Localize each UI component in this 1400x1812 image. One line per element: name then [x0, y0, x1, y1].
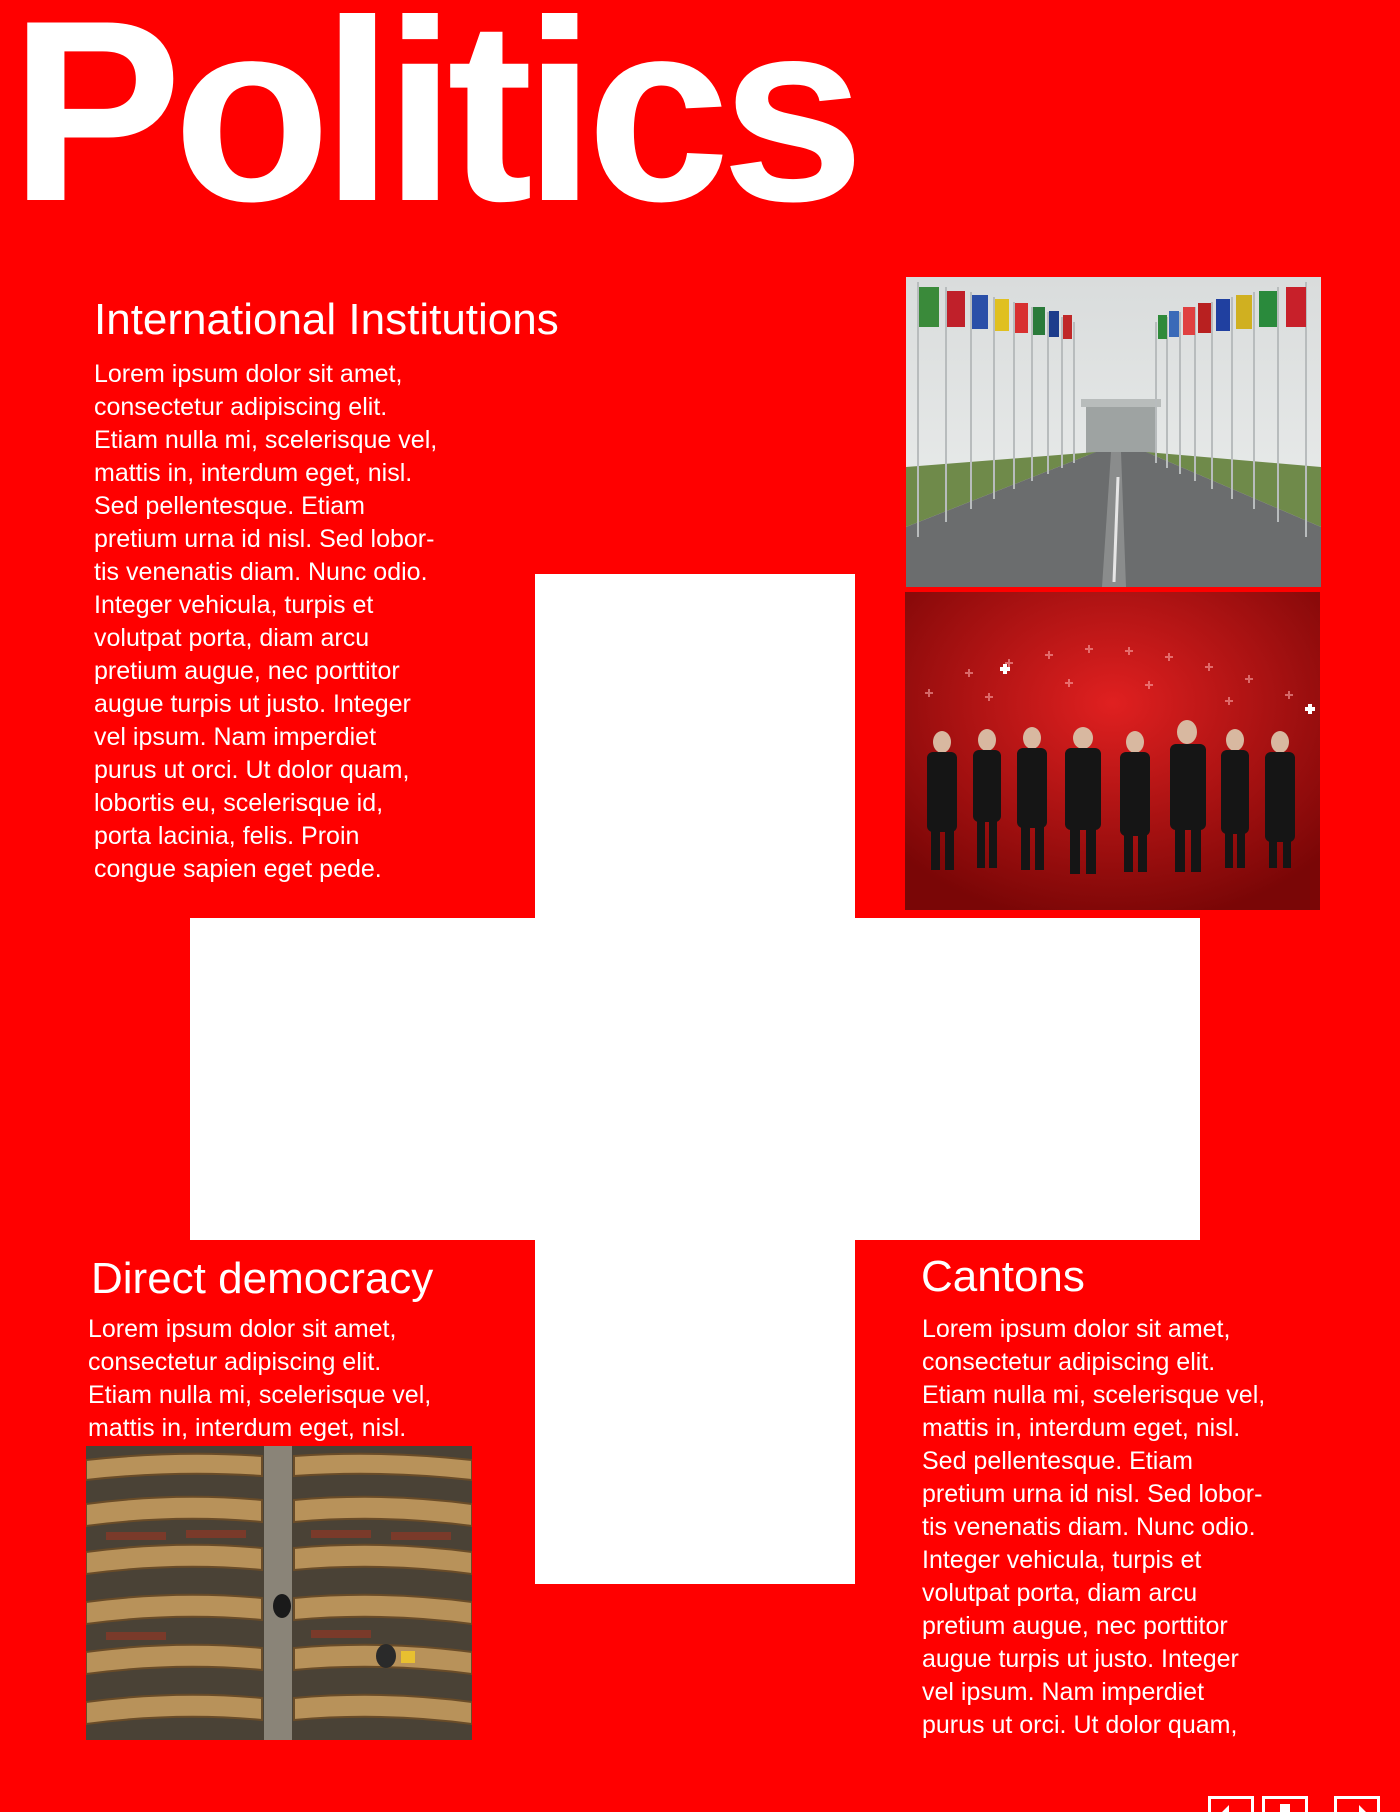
text-line: Etiam nulla mi, scelerisque vel,	[88, 1381, 432, 1409]
swiss-cross-horizontal-bar	[190, 918, 1200, 1240]
text-line: porta lacinia, felis. Proin	[94, 822, 360, 850]
text-line: Lorem ipsum dolor sit amet,	[922, 1315, 1231, 1343]
text-line: volutpat porta, diam arcu	[94, 624, 370, 652]
text-line: purus ut orci. Ut dolor quam,	[94, 756, 410, 784]
heading-direct-democracy: Direct democracy	[91, 1254, 434, 1303]
next-arrow-icon	[1337, 1799, 1377, 1812]
text-line: purus ut orci. Ut dolor quam,	[922, 1711, 1238, 1739]
federal-council-photo	[905, 592, 1320, 910]
text-line: Lorem ipsum dolor sit amet,	[94, 360, 403, 388]
prev-arrow-icon	[1211, 1799, 1251, 1812]
text-line: vel ipsum. Nam imperdiet	[922, 1678, 1205, 1706]
text-line: congue sapien eget pede.	[94, 855, 382, 883]
heading-international-institutions: International Institutions	[94, 295, 559, 344]
text-line: Etiam nulla mi, scelerisque vel,	[922, 1381, 1266, 1409]
page-title: Politics	[10, 0, 856, 255]
text-line: tis venenatis diam. Nunc odio.	[94, 558, 428, 586]
text-line: Lorem ipsum dolor sit amet,	[88, 1315, 397, 1343]
text-line: volutpat porta, diam arcu	[922, 1579, 1198, 1607]
text-international-institutions	[94, 358, 437, 886]
text-line: augue turpis ut justo. Integer	[94, 690, 411, 718]
home-button[interactable]	[1262, 1796, 1308, 1812]
text-line: Sed pellentesque. Etiam	[922, 1447, 1194, 1475]
swiss-cross-icon	[1265, 1799, 1305, 1812]
text-line: consectetur adipiscing elit.	[922, 1348, 1216, 1376]
text-line: mattis in, interdum eget, nisl.	[88, 1414, 407, 1442]
text-line: pretium urna id nisl. Sed lobor-	[94, 525, 435, 553]
text-cantons	[922, 1313, 1265, 1742]
text-line: augue turpis ut justo. Integer	[922, 1645, 1239, 1673]
heading-cantons: Cantons	[921, 1252, 1085, 1301]
text-line: Integer vehicula, turpis et	[922, 1546, 1202, 1574]
next-page-button[interactable]	[1334, 1796, 1380, 1812]
text-line: consectetur adipiscing elit.	[88, 1348, 382, 1376]
prev-page-button[interactable]	[1208, 1796, 1254, 1812]
text-line: Sed pellentesque. Etiam	[94, 492, 366, 520]
text-line: vel ipsum. Nam imperdiet	[94, 723, 377, 751]
text-line: Etiam nulla mi, scelerisque vel,	[94, 426, 438, 454]
parliament-chamber-photo	[86, 1446, 472, 1740]
flags-avenue-photo	[906, 277, 1321, 587]
text-line: tis venenatis diam. Nunc odio.	[922, 1513, 1256, 1541]
text-line: lobortis eu, scelerisque id,	[94, 789, 384, 817]
text-line: pretium augue, nec porttitor	[94, 657, 400, 685]
text-direct-democracy	[88, 1313, 431, 1445]
text-line: Integer vehicula, turpis et	[94, 591, 374, 619]
text-line: mattis in, interdum eget, nisl.	[922, 1414, 1241, 1442]
text-line: pretium augue, nec porttitor	[922, 1612, 1228, 1640]
text-line: pretium urna id nisl. Sed lobor-	[922, 1480, 1263, 1508]
text-line: consectetur adipiscing elit.	[94, 393, 388, 421]
text-line: mattis in, interdum eget, nisl.	[94, 459, 413, 487]
